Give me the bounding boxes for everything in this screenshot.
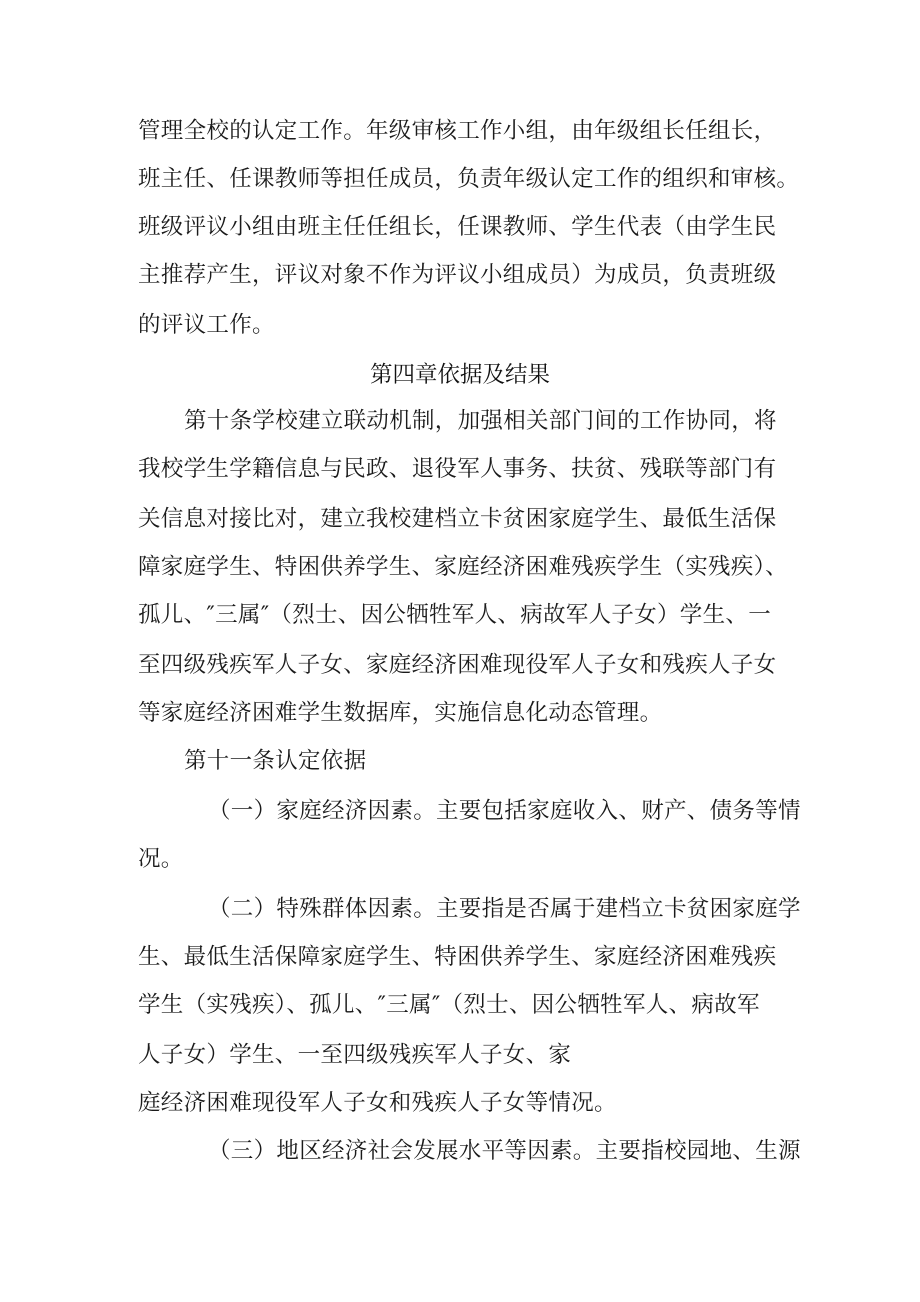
article-10-first-line: 第十条学校建立联动机制，加强相关部门间的工作协同，将 (184, 408, 777, 434)
paragraph-line: 关信息对接比对，建立我校建档立卡贫困家庭学生、最低生活保 (138, 506, 777, 532)
paragraph-line: 学生（实残疾）、孤儿、″三属″（烈士、因公牺牲军人、病故军 (138, 992, 760, 1018)
item-2-first-line: （二）特殊群体因素。主要指是否属于建档立卡贫困家庭学 (208, 896, 801, 922)
paragraph-line: 况。 (138, 846, 184, 872)
paragraph-line: 至四级残疾军人子女、家庭经济困难现役军人子女和残疾人子女 (138, 652, 777, 678)
paragraph-line: 等家庭经济困难学生数据库，实施信息化动态管理。 (138, 700, 663, 726)
paragraph-line: 庭经济困难现役军人子女和残疾人子女等情况。 (138, 1090, 617, 1116)
paragraph-line: 的评议工作。 (138, 312, 275, 338)
item-3-first-line: （三）地区经济社会发展水平等因素。主要指校园地、生源 (208, 1138, 801, 1164)
paragraph-line: 孤儿、″三属″（烈士、因公牺牲军人、病故军人子女）学生、一 (138, 602, 772, 628)
paragraph-line: 生、最低生活保障家庭学生、特困供养学生、家庭经济困难残疾 (138, 944, 777, 970)
paragraph-line: 人子女）学生、一至四级残疾军人子女、家 (138, 1042, 572, 1068)
paragraph-line: 班主任、任课教师等担任成员，负责年级认定工作的组织和审核。 (138, 166, 800, 192)
paragraph-line: 管理全校的认定工作。年级审核工作小组，由年级组长任组长， (138, 118, 777, 144)
item-1-first-line: （一）家庭经济因素。主要包括家庭收入、财产、债务等情 (208, 798, 801, 824)
article-11-title: 第十一条认定依据 (184, 748, 367, 774)
paragraph-line: 主推荐产生，评议对象不作为评议小组成员）为成员，负责班级 (138, 262, 777, 288)
paragraph-line: 我校学生学籍信息与民政、退役军人事务、扶贫、残联等部门有 (138, 456, 777, 482)
paragraph-line: 障家庭学生、特困供养学生、家庭经济困难残疾学生（实残疾）、 (138, 554, 788, 580)
paragraph-line: 班级评议小组由班主任任组长，任课教师、学生代表（由学生民 (138, 214, 777, 240)
chapter-title: 第四章依据及结果 (369, 362, 550, 388)
